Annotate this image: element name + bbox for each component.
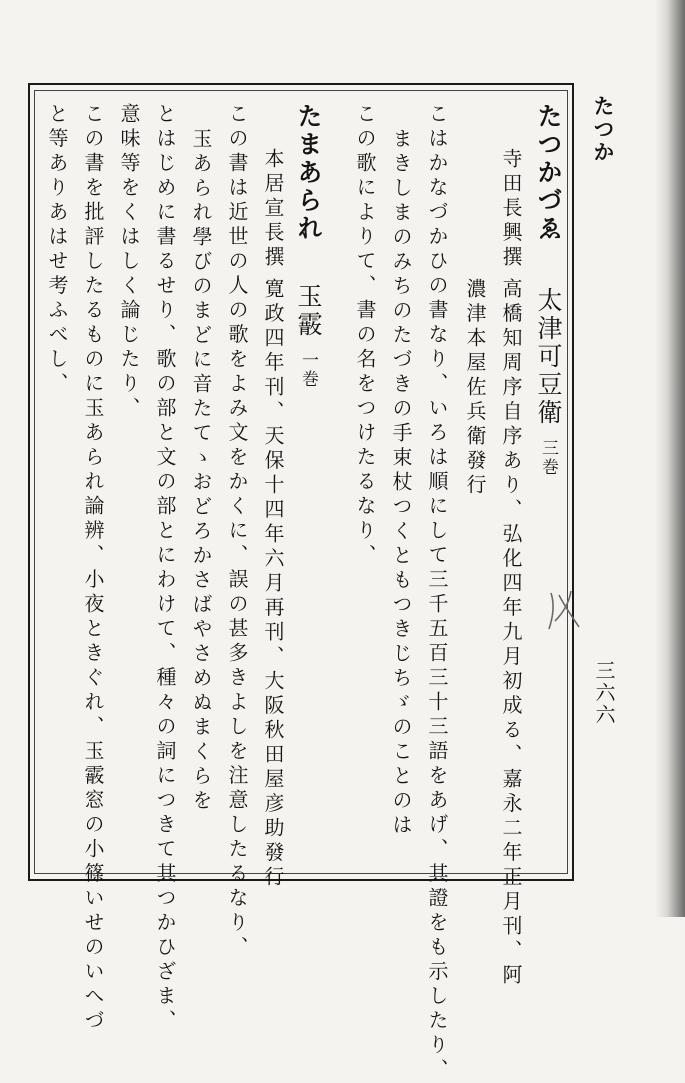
entry-title: 太津可豆衛 — [534, 287, 563, 427]
page-number: 三六六 — [592, 660, 616, 726]
entry-body-line: この歌によりて、書の名をつけたるなり、 — [353, 103, 377, 569]
entry-author: 寺田長興撰 — [499, 148, 523, 271]
entry-body-line: 玉あられ學びのまどに音たてゝおどろかさばやさめぬまくらを — [189, 128, 213, 814]
entry-volumes: 三巻 — [538, 439, 558, 477]
entry-body-line: この書は近世の人の歌をよみ文をかくに、誤の甚多きよしを注意したるなり、 — [225, 103, 249, 961]
page-edge-shadow — [655, 0, 685, 917]
entry-volumes: 一巻 — [298, 351, 318, 389]
entry-body-line: とはじめに書るせり、歌の部と文の部とにわけて、種々の詞につきて其つかひざま、 — [153, 103, 177, 1034]
entry-detail-line: 濃津本屋佐兵衛發行 — [463, 278, 487, 499]
entry-heading: たまあられ — [294, 103, 323, 243]
entry-heading-line — [294, 103, 323, 389]
entry-detail-line: 高橋知周序自序あり、弘化四年九月初成る、嘉永二年正月刊、阿 — [499, 278, 523, 989]
entry-body-line: 意味等をくはしく論じたり、 — [117, 103, 141, 422]
entry-body-line: この書を批評したるものに玉あられ論辨、小夜ときぐれ、玉霰窓の小篠いせのいへづ — [81, 103, 105, 1034]
entry-body-line: と等ありあはせ考ふべし、 — [45, 103, 69, 397]
entry-heading-line — [534, 103, 563, 477]
entry-author: 本居宣長撰 — [261, 148, 285, 271]
entry-body-line: こはかなづかひの書なり、いろは順にして三千五百三十三語をあげ、其證をも示したり、 — [425, 103, 449, 1083]
handwritten-mark — [545, 585, 585, 635]
entry-title: 玉霰 — [294, 283, 323, 339]
entry-body-line: まきしまのみちのたづきの手束杖つくともつきじちゞのことのは — [389, 128, 413, 839]
entry-heading: たつかづゑ — [534, 103, 563, 243]
running-head: たつか — [591, 95, 616, 164]
entry-detail-line: 寛政四年刊、天保十四年六月再刊、大阪秋田屋彦助發行 — [261, 278, 285, 891]
